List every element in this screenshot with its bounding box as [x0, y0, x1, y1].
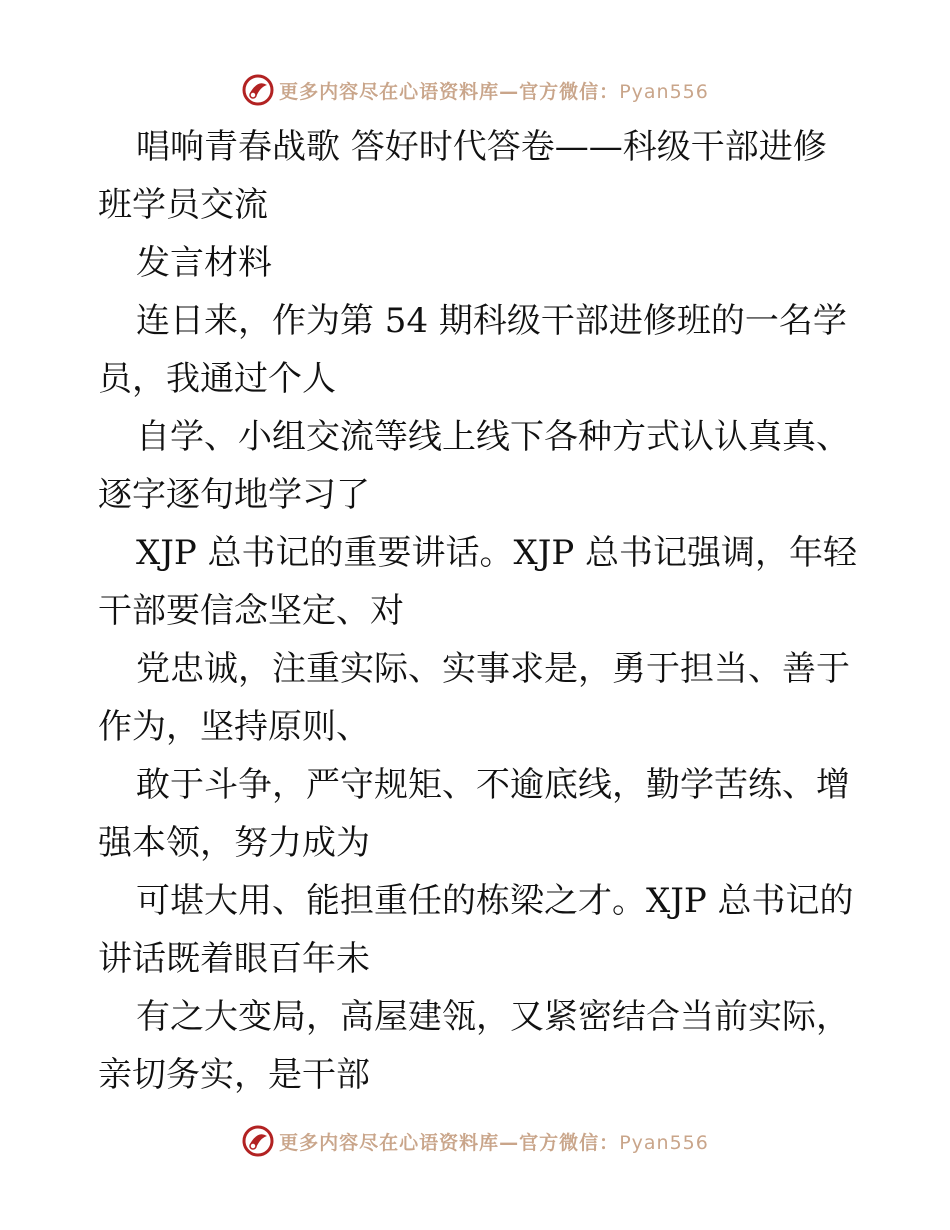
brand-logo-icon — [241, 1124, 275, 1158]
paragraph-line: 可堪大用、能担重任的栋梁之才。XJP 总书记的 — [136, 881, 854, 921]
header-banner — [0, 70, 950, 110]
paragraph-line: 自学、小组交流等线上线下各种方式认认真真、 — [136, 417, 850, 457]
paragraph-line: 有之大变局，高屋建瓴，又紧密结合当前实际， — [136, 997, 850, 1037]
paragraph-line: XJP 总书记的重要讲话。XJP 总书记强调，年轻 — [136, 533, 858, 573]
title-line-1: 唱响青春战歌 答好时代答卷——科级干部进修 — [136, 127, 827, 167]
paragraph-line: 干部要信念坚定、对 — [98, 591, 404, 631]
brand-logo-icon — [241, 73, 275, 107]
banner-site-name: 更多内容尽在心语资料库 — [279, 1131, 500, 1154]
paragraph-line: 逐字逐句地学习了 — [98, 475, 370, 515]
paragraph-line: 亲切务实，是干部 — [98, 1055, 370, 1095]
paragraph-line: 连日来，作为第 54 期科级干部进修班的一名学 — [136, 301, 847, 341]
banner-wechat-id: Pyan556 — [619, 1131, 709, 1154]
paragraph-line: 敢于斗争，严守规矩、不逾底线，勤学苦练、增 — [136, 765, 850, 805]
banner-wechat-label: 官方微信： — [519, 1131, 620, 1154]
paragraph-line: 强本领，努力成为 — [98, 823, 370, 863]
banner-text — [279, 77, 709, 104]
paragraph-line: 讲话既着眼百年未 — [98, 939, 370, 979]
banner-text — [279, 1128, 709, 1155]
paragraph-line: 党忠诚，注重实际、实事求是，勇于担当、善于 — [136, 649, 850, 689]
title-line-3: 发言材料 — [136, 243, 272, 283]
paragraph-line: 员，我通过个人 — [98, 359, 336, 399]
banner-dash: — — [499, 1131, 520, 1154]
banner-site-name: 更多内容尽在心语资料库 — [279, 80, 500, 103]
banner-wechat-id: Pyan556 — [619, 80, 709, 103]
banner-dash: — — [499, 80, 520, 103]
document-body — [98, 118, 858, 1104]
paragraph-line: 作为，坚持原则、 — [98, 707, 370, 747]
banner-wechat-label: 官方微信： — [519, 80, 620, 103]
footer-banner — [0, 1121, 950, 1161]
title-line-2: 班学员交流 — [98, 185, 268, 225]
